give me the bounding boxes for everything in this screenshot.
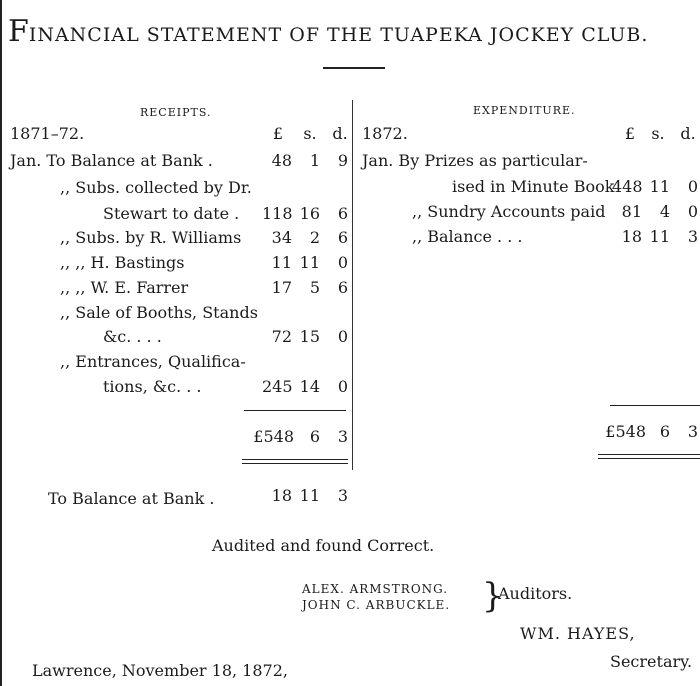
receipt-row-pence: 0	[337, 327, 348, 346]
receipts-year: 1871–72.	[10, 124, 85, 143]
expenditure-sum-rule	[610, 405, 700, 406]
expenditure-row-shillings: 11	[649, 177, 670, 196]
receipts-col-d: d.	[332, 124, 348, 143]
receipt-row-pence: 9	[337, 151, 348, 170]
title-text: INANCIAL STATEMENT OF THE TUAPEKA JOCKEY CLUB.	[28, 24, 649, 46]
expenditure-heading: EXPENDITURE.	[473, 104, 576, 117]
receipt-row-shillings: 1	[309, 151, 320, 170]
expenditure-row-text: ised in Minute Book	[452, 177, 615, 196]
receipts-total-pounds: £548	[253, 427, 294, 446]
balance-forward-text: To Balance at Bank .	[48, 489, 215, 508]
receipt-row-pounds: 17	[271, 278, 292, 297]
expenditure-col-pound: £	[624, 124, 636, 143]
expenditure-row-pounds: 18	[621, 227, 642, 246]
receipt-row-pounds: 34	[271, 228, 292, 247]
secretary-role: Secretary.	[610, 652, 693, 671]
receipt-row-pence: 6	[337, 204, 348, 223]
receipts-col-s: s.	[303, 124, 317, 143]
receipt-row-pence: 0	[337, 253, 348, 272]
secretary-name: WM. HAYES,	[520, 624, 636, 643]
receipt-row-pounds: 245	[262, 377, 293, 396]
receipts-col-pound: £	[272, 124, 284, 143]
page-title	[8, 14, 648, 49]
receipt-row-shillings: 14	[299, 377, 320, 396]
auditors-brace: }	[482, 576, 504, 616]
expenditure-col-d: d.	[680, 124, 696, 143]
receipt-row-pounds: 72	[271, 327, 292, 346]
receipt-row-pence: 6	[337, 278, 348, 297]
receipt-row-pence: 0	[337, 377, 348, 396]
expenditure-row-shillings: 4	[659, 202, 670, 221]
expenditure-row-text: Jan. By Prizes as particular-	[362, 151, 588, 170]
receipt-row-text: Jan. To Balance at Bank .	[10, 151, 213, 170]
receipt-row-text: ,, Subs. by R. Williams	[60, 228, 242, 247]
expenditure-total-pounds: £548	[605, 422, 646, 441]
receipt-row-pounds: 118	[262, 204, 293, 223]
receipts-double-rule-2	[242, 463, 348, 464]
balance-forward-shillings: 11	[299, 486, 320, 505]
expenditure-total-pence: 3	[687, 422, 698, 441]
receipt-row-pounds: 11	[271, 253, 292, 272]
receipt-row-text: ,, ,, W. E. Farrer	[60, 278, 189, 297]
receipt-row-text: Stewart to date .	[103, 204, 240, 223]
left-border	[0, 0, 2, 686]
expenditure-row-pounds: 448	[612, 177, 643, 196]
receipt-row-text: ,, Sale of Booths, Stands	[60, 303, 258, 322]
title-underline	[323, 67, 385, 69]
receipt-row-shillings: 16	[299, 204, 320, 223]
receipt-row-pounds: 48	[271, 151, 292, 170]
receipt-row-text: ,, ,, H. Bastings	[60, 253, 185, 272]
place-date: Lawrence, November 18, 1872,	[32, 661, 288, 680]
receipt-row-text: ,, Subs. collected by Dr.	[60, 178, 252, 197]
receipts-heading: RECEIPTS.	[140, 106, 212, 119]
expenditure-row-pence: 0	[687, 202, 698, 221]
expenditure-row-pence: 0	[687, 177, 698, 196]
auditor-name-2: JOHN C. ARBUCKLE.	[302, 598, 451, 612]
column-divider	[352, 100, 353, 470]
expenditure-row-text: ,, Sundry Accounts paid	[412, 202, 606, 221]
expenditure-row-text: ,, Balance . . .	[412, 227, 523, 246]
receipt-row-text: tions, &c. . .	[103, 377, 202, 396]
title-initial: F	[8, 14, 29, 49]
expenditure-row-pounds: 81	[621, 202, 642, 221]
auditors-role: Auditors.	[498, 584, 573, 603]
audit-statement: Audited and found Correct.	[212, 536, 435, 555]
receipt-row-shillings: 11	[299, 253, 320, 272]
expenditure-col-s: s.	[651, 124, 665, 143]
receipt-row-pence: 6	[337, 228, 348, 247]
expenditure-row-shillings: 11	[649, 227, 670, 246]
receipts-total-pence: 3	[337, 427, 348, 446]
balance-forward-pounds: 18	[271, 486, 292, 505]
auditor-name-1: ALEX. ARMSTRONG.	[302, 582, 449, 596]
balance-forward-pence: 3	[337, 486, 348, 505]
expenditure-double-rule-1	[598, 454, 700, 455]
receipts-total-shillings: 6	[309, 427, 320, 446]
receipts-double-rule-1	[242, 459, 348, 460]
expenditure-row-pence: 3	[687, 227, 698, 246]
expenditure-year: 1872.	[362, 124, 408, 143]
receipt-row-shillings: 15	[299, 327, 320, 346]
receipt-row-text: ,, Entrances, Qualifica-	[60, 352, 246, 371]
receipt-row-shillings: 2	[309, 228, 320, 247]
receipt-row-shillings: 5	[309, 278, 320, 297]
expenditure-double-rule-2	[598, 458, 700, 459]
expenditure-total-shillings: 6	[659, 422, 670, 441]
receipt-row-text: &c. . . .	[103, 327, 162, 346]
receipts-sum-rule	[244, 410, 346, 411]
